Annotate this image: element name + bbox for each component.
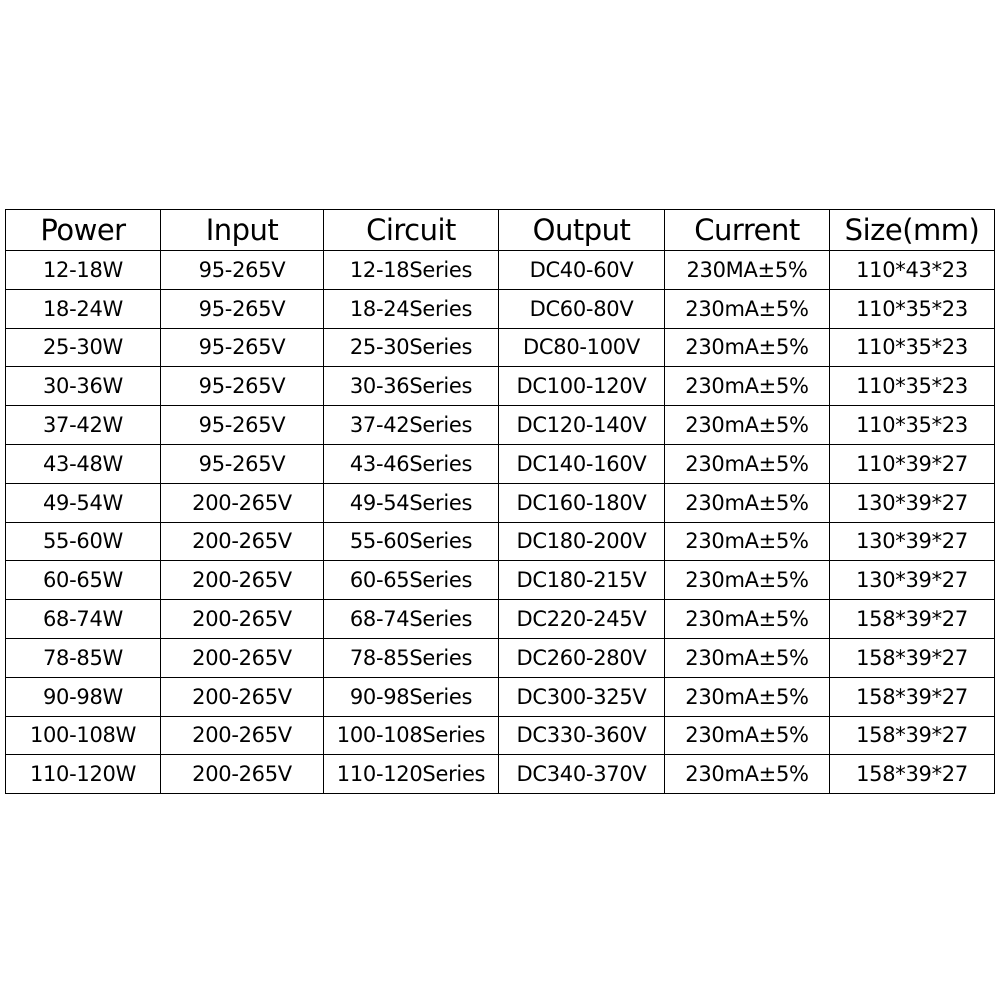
table-cell-power: 37-42W	[6, 406, 161, 445]
table-cell-circuit: 78-85Series	[324, 638, 499, 677]
table-cell-power: 12-18W	[6, 251, 161, 290]
table-cell-current: 230mA±5%	[665, 600, 830, 639]
table-body	[6, 251, 995, 794]
table-cell-power: 110-120W	[6, 755, 161, 794]
spec-table	[5, 209, 995, 794]
table-cell-input: 200-265V	[161, 600, 324, 639]
table-cell-input: 95-265V	[161, 289, 324, 328]
table-row	[6, 638, 995, 677]
table-row	[6, 522, 995, 561]
table-cell-output: DC180-215V	[499, 561, 665, 600]
table-row	[6, 251, 995, 290]
spec-table-container	[5, 209, 994, 794]
table-cell-current: 230mA±5%	[665, 755, 830, 794]
table-cell-current: 230mA±5%	[665, 483, 830, 522]
table-cell-size: 158*39*27	[830, 716, 995, 755]
table-cell-power: 25-30W	[6, 328, 161, 367]
table-cell-circuit: 12-18Series	[324, 251, 499, 290]
table-cell-circuit: 110-120Series	[324, 755, 499, 794]
table-cell-circuit: 68-74Series	[324, 600, 499, 639]
table-cell-output: DC80-100V	[499, 328, 665, 367]
table-cell-input: 95-265V	[161, 444, 324, 483]
table-cell-size: 110*35*23	[830, 289, 995, 328]
table-cell-current: 230mA±5%	[665, 522, 830, 561]
table-cell-power: 78-85W	[6, 638, 161, 677]
table-cell-circuit: 100-108Series	[324, 716, 499, 755]
table-cell-output: DC120-140V	[499, 406, 665, 445]
table-cell-circuit: 60-65Series	[324, 561, 499, 600]
table-cell-power: 90-98W	[6, 677, 161, 716]
table-cell-power: 55-60W	[6, 522, 161, 561]
table-cell-current: 230mA±5%	[665, 638, 830, 677]
table-cell-output: DC220-245V	[499, 600, 665, 639]
table-cell-output: DC40-60V	[499, 251, 665, 290]
table-cell-size: 158*39*27	[830, 677, 995, 716]
table-row	[6, 289, 995, 328]
table-cell-size: 110*35*23	[830, 367, 995, 406]
table-cell-size: 110*35*23	[830, 406, 995, 445]
table-header-row	[6, 210, 995, 251]
table-cell-circuit: 55-60Series	[324, 522, 499, 561]
table-cell-current: 230mA±5%	[665, 328, 830, 367]
table-cell-output: DC100-120V	[499, 367, 665, 406]
table-cell-input: 200-265V	[161, 483, 324, 522]
table-cell-output: DC160-180V	[499, 483, 665, 522]
table-cell-current: 230mA±5%	[665, 444, 830, 483]
column-header-output: Output	[499, 210, 665, 251]
table-cell-input: 200-265V	[161, 716, 324, 755]
column-header-circuit: Circuit	[324, 210, 499, 251]
table-cell-current: 230mA±5%	[665, 677, 830, 716]
column-header-current: Current	[665, 210, 830, 251]
table-cell-circuit: 90-98Series	[324, 677, 499, 716]
table-cell-circuit: 30-36Series	[324, 367, 499, 406]
table-row	[6, 716, 995, 755]
table-cell-power: 100-108W	[6, 716, 161, 755]
table-cell-input: 95-265V	[161, 328, 324, 367]
table-cell-size: 110*35*23	[830, 328, 995, 367]
table-cell-output: DC180-200V	[499, 522, 665, 561]
table-cell-input: 200-265V	[161, 561, 324, 600]
table-cell-power: 49-54W	[6, 483, 161, 522]
table-cell-size: 110*39*27	[830, 444, 995, 483]
column-header-input: Input	[161, 210, 324, 251]
table-row	[6, 483, 995, 522]
table-cell-size: 130*39*27	[830, 561, 995, 600]
table-cell-input: 95-265V	[161, 367, 324, 406]
table-cell-input: 200-265V	[161, 522, 324, 561]
table-cell-current: 230mA±5%	[665, 716, 830, 755]
table-row	[6, 600, 995, 639]
table-row	[6, 328, 995, 367]
table-cell-current: 230mA±5%	[665, 561, 830, 600]
table-cell-output: DC260-280V	[499, 638, 665, 677]
table-cell-input: 200-265V	[161, 638, 324, 677]
column-header-size: Size(mm)	[830, 210, 995, 251]
table-cell-power: 60-65W	[6, 561, 161, 600]
table-cell-output: DC60-80V	[499, 289, 665, 328]
table-row	[6, 677, 995, 716]
table-cell-size: 158*39*27	[830, 638, 995, 677]
table-cell-current: 230MA±5%	[665, 251, 830, 290]
table-cell-current: 230mA±5%	[665, 289, 830, 328]
table-cell-power: 18-24W	[6, 289, 161, 328]
table-row	[6, 367, 995, 406]
table-cell-output: DC300-325V	[499, 677, 665, 716]
table-row	[6, 406, 995, 445]
table-cell-size: 158*39*27	[830, 600, 995, 639]
table-cell-output: DC330-360V	[499, 716, 665, 755]
table-cell-power: 68-74W	[6, 600, 161, 639]
table-cell-size: 110*43*23	[830, 251, 995, 290]
table-cell-input: 95-265V	[161, 251, 324, 290]
table-cell-power: 30-36W	[6, 367, 161, 406]
table-row	[6, 755, 995, 794]
table-cell-circuit: 49-54Series	[324, 483, 499, 522]
table-cell-power: 43-48W	[6, 444, 161, 483]
table-cell-input: 200-265V	[161, 755, 324, 794]
table-cell-circuit: 37-42Series	[324, 406, 499, 445]
table-cell-current: 230mA±5%	[665, 406, 830, 445]
table-cell-circuit: 43-46Series	[324, 444, 499, 483]
table-cell-size: 130*39*27	[830, 483, 995, 522]
table-cell-size: 158*39*27	[830, 755, 995, 794]
table-cell-input: 200-265V	[161, 677, 324, 716]
table-cell-current: 230mA±5%	[665, 367, 830, 406]
table-cell-size: 130*39*27	[830, 522, 995, 561]
table-row	[6, 561, 995, 600]
column-header-power: Power	[6, 210, 161, 251]
table-cell-circuit: 25-30Series	[324, 328, 499, 367]
table-cell-output: DC140-160V	[499, 444, 665, 483]
table-cell-input: 95-265V	[161, 406, 324, 445]
table-row	[6, 444, 995, 483]
table-cell-output: DC340-370V	[499, 755, 665, 794]
table-cell-circuit: 18-24Series	[324, 289, 499, 328]
